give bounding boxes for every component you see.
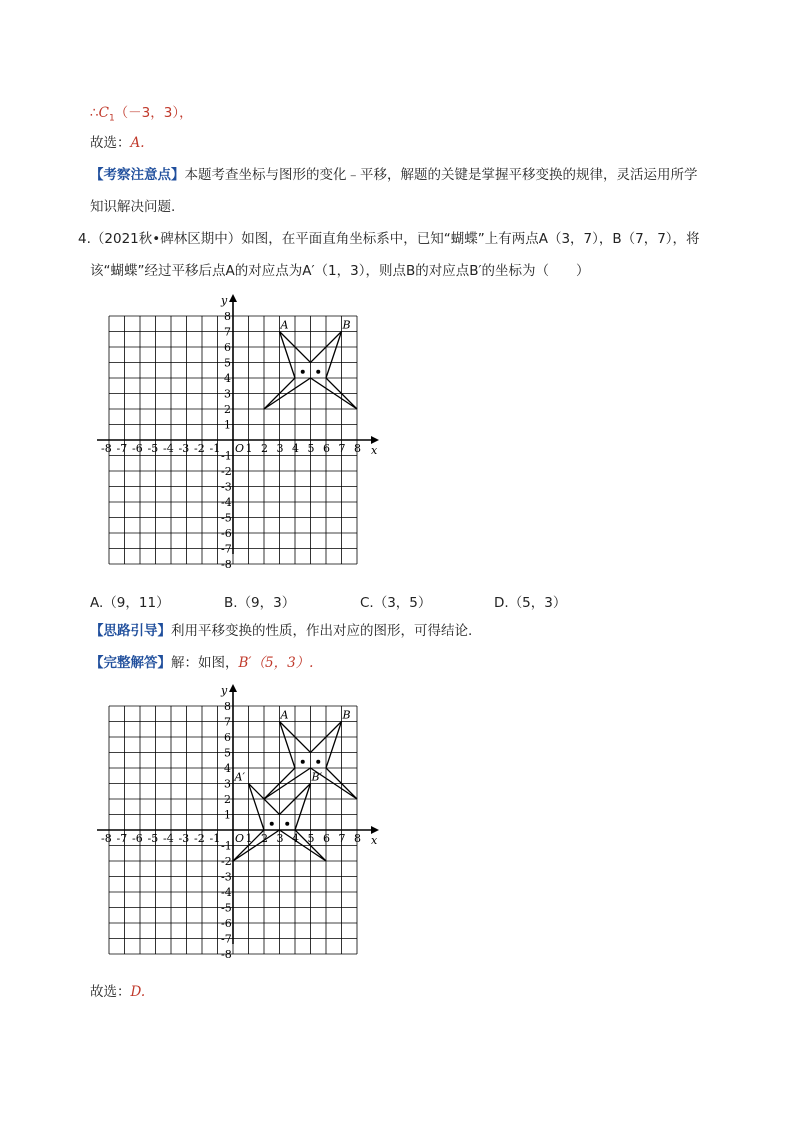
point-a-label: A	[280, 318, 289, 332]
choice-prefix: 故选：	[90, 135, 131, 151]
y-tick-label: 2	[224, 403, 231, 416]
question-line-1	[78, 230, 700, 248]
choice-c-value: （3，5）	[373, 595, 432, 611]
point-c-label: C	[98, 105, 109, 121]
x-axis-arrow	[371, 436, 379, 444]
x-tick-label: 1	[245, 832, 253, 845]
y-tick-label: -6	[221, 527, 232, 540]
y-tick-label: 7	[224, 715, 231, 729]
x-axis-label: x	[371, 444, 378, 457]
y-tick-label: -6	[221, 917, 232, 930]
solution-answer: B′（5，3）.	[238, 655, 314, 671]
x-tick-label: 1	[245, 442, 253, 455]
butterfly-dot	[301, 370, 305, 374]
y-tick-label: 8	[224, 310, 231, 323]
note-tag: 【考察注意点】	[90, 167, 185, 183]
y-tick-label: 7	[224, 325, 231, 339]
answer-line-c1	[90, 104, 193, 128]
y-tick-label: -1	[221, 839, 232, 853]
x-tick-label: -3	[178, 832, 190, 845]
x-tick-label: 8	[354, 832, 361, 845]
note-text: 本题考查坐标与图形的变化﹣平移，解题的关键是掌握平移变换的规律，灵活运用所学	[184, 167, 698, 183]
note-line-1	[90, 166, 698, 184]
x-tick-label: -8	[101, 442, 112, 455]
final-answer-line	[90, 983, 145, 1001]
x-tick-label: 4	[292, 832, 299, 845]
question-source: （2021秋•碑林区期中）	[90, 231, 242, 247]
choice-b	[224, 591, 295, 611]
x-tick-label: -6	[132, 442, 143, 455]
y-tick-label: 4	[224, 372, 231, 385]
hint-tag: 【思路引导】	[90, 623, 171, 639]
butterfly-dot	[316, 760, 320, 764]
x-tick-label: -2	[194, 832, 205, 845]
y-tick-label: -2	[221, 465, 232, 478]
choice-answer: A.	[130, 135, 145, 151]
x-tick-label: -7	[116, 442, 128, 455]
x-tick-label: -7	[116, 832, 128, 845]
question-line-2	[90, 262, 590, 280]
x-tick-label: -2	[194, 442, 205, 455]
y-axis-arrow	[229, 294, 237, 302]
y-tick-label: -4	[221, 496, 232, 509]
x-axis-label: x	[371, 834, 378, 847]
question-text: 如图，在平面直角坐标系中，已知“蝴蝶”上有两点A（3，7），B（7，7），将	[241, 231, 700, 247]
y-tick-label: -5	[221, 901, 232, 915]
origin-label: O	[235, 832, 245, 845]
coordinate-graph-solution	[88, 680, 398, 970]
butterfly-dot	[301, 760, 305, 764]
y-tick-label: -7	[221, 542, 232, 556]
y-tick-label: -1	[221, 449, 232, 463]
choice-a-label: A.	[90, 595, 104, 611]
x-tick-label: 5	[307, 832, 315, 845]
solution-text: 解：如图，	[171, 655, 239, 671]
x-tick-label: -4	[163, 442, 174, 455]
y-tick-label: 5	[224, 356, 231, 370]
x-tick-label: 7	[338, 832, 346, 845]
choice-c	[360, 591, 431, 611]
point-b-label: B	[342, 708, 351, 722]
x-tick-label: 2	[261, 832, 268, 845]
y-tick-label: -8	[221, 948, 232, 961]
choice-c-label: C.	[360, 595, 374, 611]
question-number: 4.	[78, 231, 91, 247]
x-tick-label: -4	[163, 832, 174, 845]
answer-line-choice	[90, 134, 145, 152]
choice-d-value: （5，3）	[508, 595, 567, 611]
x-tick-label: -3	[178, 442, 190, 455]
solution-tag: 【完整解答】	[90, 655, 171, 671]
point-b-prime-label: B′	[311, 770, 323, 784]
note-text-continued: 知识解决问题.	[90, 199, 176, 215]
x-tick-label: 6	[323, 442, 330, 455]
y-tick-label: 4	[224, 762, 231, 775]
final-prefix: 故选：	[90, 984, 131, 1000]
y-tick-label: -2	[221, 855, 232, 868]
x-tick-label: -5	[147, 442, 159, 455]
x-tick-label: 7	[338, 442, 346, 455]
x-tick-label: 6	[323, 832, 330, 845]
choice-a	[90, 591, 170, 611]
x-axis-arrow	[371, 826, 379, 834]
x-tick-label: 3	[276, 832, 284, 845]
solution-line	[90, 654, 313, 672]
x-tick-label: -5	[147, 832, 159, 845]
point-a-label: A	[280, 708, 289, 722]
y-tick-label: 1	[224, 808, 231, 822]
y-tick-label: -5	[221, 511, 232, 525]
choice-b-label: B.	[224, 595, 238, 611]
origin-label: O	[235, 442, 245, 455]
y-tick-label: 6	[224, 341, 231, 354]
note-line-2	[90, 198, 175, 216]
y-tick-label: 3	[224, 777, 231, 791]
x-tick-label: -6	[132, 832, 143, 845]
question-text-continued: 该“蝴蝶”经过平移后点A的对应点为A′（1，3），则点B的对应点B′的坐标为（ ）	[90, 263, 590, 279]
translated-butterfly-dot	[285, 822, 289, 826]
y-tick-label: 1	[224, 418, 231, 432]
y-axis-label: y	[221, 294, 228, 307]
coordinate-text: （－3，3），	[114, 105, 193, 121]
hint-text: 利用平移变换的性质，作出对应的图形，可得结论.	[171, 623, 473, 639]
x-tick-label: -8	[101, 832, 112, 845]
therefore-symbol: ∴	[90, 105, 99, 121]
x-tick-label: -1	[209, 832, 221, 845]
x-tick-label: 5	[307, 442, 315, 455]
hint-line	[90, 622, 472, 640]
y-tick-label: 2	[224, 793, 231, 806]
final-answer: D.	[130, 984, 146, 1000]
y-tick-label: 6	[224, 731, 231, 744]
translated-butterfly-dot	[270, 822, 274, 826]
y-tick-label: -7	[221, 932, 232, 946]
butterfly-dot	[316, 370, 320, 374]
choice-d	[494, 591, 566, 611]
y-axis-label: y	[221, 684, 228, 697]
point-a-prime-label: A′	[234, 770, 245, 784]
y-tick-label: 3	[224, 387, 231, 401]
subscript: 1	[108, 113, 115, 124]
choice-b-value: （9，3）	[237, 595, 296, 611]
y-tick-label: -4	[221, 886, 232, 899]
coordinate-graph-question	[88, 290, 398, 580]
y-axis-arrow	[229, 684, 237, 692]
choice-d-label: D.	[494, 595, 509, 611]
y-tick-label: 8	[224, 700, 231, 713]
point-b-label: B	[342, 318, 351, 332]
y-tick-label: -8	[221, 558, 232, 571]
x-tick-label: -1	[209, 442, 221, 455]
y-tick-label: -3	[221, 870, 232, 884]
y-tick-label: -3	[221, 480, 232, 494]
y-tick-label: 5	[224, 746, 231, 760]
choice-a-value: （9，11）	[103, 595, 170, 611]
x-tick-label: 8	[354, 442, 361, 455]
x-tick-label: 3	[276, 442, 284, 455]
x-tick-label: 4	[292, 442, 299, 455]
x-tick-label: 2	[261, 442, 268, 455]
